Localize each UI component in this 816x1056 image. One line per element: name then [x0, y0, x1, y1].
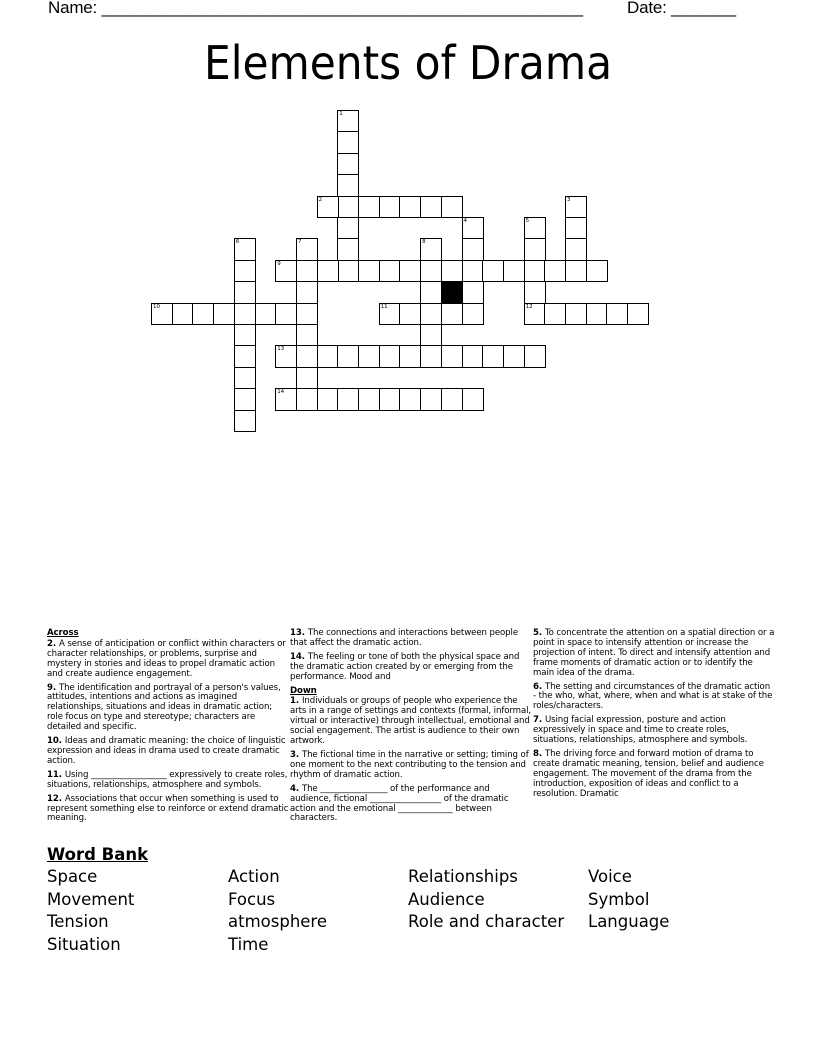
cell-number: 11: [380, 303, 388, 310]
grid-cell[interactable]: [462, 303, 484, 326]
cell-number: 8: [422, 239, 426, 246]
grid-cell[interactable]: [234, 367, 256, 390]
grid-cell[interactable]: [296, 303, 318, 326]
grid-cell[interactable]: [234, 410, 256, 433]
clues-column-3: [533, 629, 775, 804]
date-field[interactable]: Date: _______: [627, 0, 736, 17]
grid-cell[interactable]: [524, 303, 546, 326]
grid-cell[interactable]: [420, 196, 442, 219]
grid-cell[interactable]: [192, 303, 214, 326]
grid-cell[interactable]: [462, 345, 484, 368]
grid-cell[interactable]: [524, 281, 546, 304]
clue-across-10: [47, 737, 289, 767]
grid-cell[interactable]: [441, 303, 463, 326]
word-bank-item: Time: [228, 934, 269, 954]
grid-cell[interactable]: [399, 303, 421, 326]
grid-cell[interactable]: [296, 367, 318, 390]
clue-down-4: [290, 785, 532, 825]
grid-cell[interactable]: [234, 281, 256, 304]
grid-cell[interactable]: [275, 260, 297, 283]
grid-cell[interactable]: [441, 260, 463, 283]
clue-text: Ideas and dramatic meaning: the choice of linguistic expression and ideas in drama used to create dramatic action.: [47, 736, 286, 766]
grid-cell[interactable]: [234, 303, 256, 326]
cell-number: 4: [463, 218, 467, 224]
grid-cell[interactable]: [234, 324, 256, 347]
blocked-cell: [441, 281, 463, 304]
grid-cell[interactable]: [275, 345, 297, 368]
word-bank-item: Focus: [228, 889, 276, 909]
word-bank-item: Space: [47, 867, 98, 886]
cell-number: 14: [277, 389, 285, 396]
grid-cell[interactable]: [420, 303, 442, 326]
cell-number: 13: [277, 346, 285, 353]
grid-cell[interactable]: [213, 303, 235, 326]
grid-cell[interactable]: [337, 131, 359, 154]
down-heading: Down: [290, 685, 317, 696]
grid-cell[interactable]: [379, 388, 401, 411]
grid-cell[interactable]: [420, 281, 442, 304]
grid-cell[interactable]: [296, 281, 318, 304]
clue-number: 5.: [533, 628, 545, 638]
cell-number: 5: [525, 218, 530, 224]
clue-text: The driving force and forward motion of drama to create dramatic meaning, tension, belief and audience engagement. The movement of the drama from the introduction, exposition of ideas and conflict to a resolution. Dramatic: [533, 748, 764, 799]
grid-cell[interactable]: [441, 196, 463, 219]
clue-number: 1.: [290, 696, 302, 707]
clue-across-2: [47, 640, 289, 680]
grid-cell[interactable]: [358, 345, 380, 368]
grid-cell[interactable]: [441, 388, 463, 411]
clue-text: The connections and interactions between people that affect the dramatic action.: [290, 628, 519, 648]
cell-number: 1: [339, 111, 343, 117]
clue-down-3: [290, 751, 532, 781]
cell-number: 9: [277, 260, 281, 267]
clue-across-13: [290, 629, 532, 649]
grid-cell[interactable]: [565, 238, 587, 261]
clue-text: A sense of anticipation or conflict within characters or character relationships, or problems, surprise and mystery in stories and ideas to propel dramatic action and create audience engagement.: [47, 638, 286, 679]
grid-cell[interactable]: [503, 345, 525, 368]
clue-number: 13.: [290, 628, 308, 638]
grid-cell[interactable]: [358, 260, 380, 283]
grid-cell[interactable]: [358, 196, 380, 219]
grid-cell[interactable]: [234, 388, 256, 411]
clue-text: The feeling or tone of both the physical space and the dramatic action created by or emerging from the performance. Mood and: [290, 651, 520, 682]
word-bank-item: Situation: [47, 934, 121, 954]
clue-text: Using __________________ expressively to create roles, situations, relationships, atmosphere and symbols.: [47, 769, 288, 790]
grid-cell[interactable]: [317, 345, 339, 368]
clue-number: 6.: [533, 681, 545, 692]
clue-number: 3.: [290, 749, 302, 760]
grid-cell[interactable]: [565, 260, 587, 283]
grid-cell[interactable]: [420, 324, 442, 347]
grid-cell[interactable]: [462, 281, 484, 304]
grid-cell[interactable]: [482, 260, 504, 283]
grid-cell[interactable]: [337, 153, 359, 176]
grid-cell[interactable]: [524, 345, 546, 368]
grid-cell[interactable]: [462, 238, 484, 261]
grid-cell[interactable]: [337, 196, 359, 219]
grid-cell[interactable]: [379, 303, 401, 326]
grid-cell[interactable]: [420, 388, 442, 411]
word-bank-item: Role and character: [408, 912, 565, 932]
word-bank-item: Tension: [47, 912, 109, 932]
cell-number: 12: [525, 303, 533, 310]
grid-cell[interactable]: [275, 388, 297, 411]
clue-down-5: [533, 629, 775, 679]
word-bank-item: Action: [228, 867, 280, 886]
clue-number: 7.: [533, 715, 545, 726]
grid-cell[interactable]: [337, 174, 359, 197]
grid-cell[interactable]: [399, 345, 421, 368]
word-bank-title: Word Bank: [47, 845, 149, 864]
grid-cell[interactable]: [379, 345, 401, 368]
grid-cell[interactable]: [358, 388, 380, 411]
clues-column-2: [290, 629, 532, 828]
grid-cell[interactable]: [255, 303, 277, 326]
grid-cell[interactable]: [296, 238, 318, 261]
grid-cell[interactable]: [337, 260, 359, 283]
grid-cell[interactable]: [151, 303, 173, 326]
grid-cell[interactable]: [337, 110, 359, 133]
clue-down-6: [533, 683, 775, 713]
grid-cell[interactable]: [234, 260, 256, 283]
grid-cell[interactable]: [234, 345, 256, 368]
grid-cell[interactable]: [337, 388, 359, 411]
grid-cell[interactable]: [337, 345, 359, 368]
grid-cell[interactable]: [462, 388, 484, 411]
clue-down-1: [290, 697, 532, 747]
name-field[interactable]: Name: ____________________________________________________: [48, 0, 583, 17]
grid-cell[interactable]: [317, 388, 339, 411]
grid-cell[interactable]: [234, 238, 256, 261]
grid-cell[interactable]: [296, 260, 318, 283]
clue-text: To concentrate the attention on a spatial direction or a point in space to intensify attention or increase the projection of intent. To direct and intensify attention and frame moments of dramatic action or to identify the main idea of the drama.: [533, 628, 775, 678]
grid-cell[interactable]: [296, 345, 318, 368]
crossword-grid: [151, 110, 651, 440]
grid-cell[interactable]: [462, 217, 484, 240]
clue-text: The setting and circumstances of the dramatic action - the who, what, where, when and what is at stake of the roles/characters.: [533, 681, 773, 712]
grid-cell[interactable]: [627, 303, 649, 326]
grid-cell[interactable]: [524, 260, 546, 283]
grid-cell[interactable]: [565, 217, 587, 240]
clue-across-14: [290, 653, 532, 683]
cell-number: 10: [153, 303, 160, 310]
grid-cell[interactable]: [172, 303, 194, 326]
clue-number: 8.: [533, 748, 545, 759]
grid-cell[interactable]: [296, 324, 318, 347]
clues-column-1: [47, 629, 289, 828]
grid-cell[interactable]: [503, 260, 525, 283]
clue-text: Associations that occur when something is used to represent something else to reinforce or extend dramatic meaning.: [47, 793, 289, 824]
grid-cell[interactable]: [441, 345, 463, 368]
grid-cell[interactable]: [524, 217, 546, 240]
grid-cell[interactable]: [420, 345, 442, 368]
clue-text: The fictional time in the narrative or setting; timing of one moment to the next contributing to the tension and rhythm of dramatic action.: [290, 749, 529, 780]
word-bank-item: Movement: [47, 889, 135, 909]
grid-cell[interactable]: [379, 260, 401, 283]
grid-cell[interactable]: [420, 260, 442, 283]
cell-number: 7: [297, 239, 302, 246]
clue-number: 12.: [47, 793, 65, 804]
grid-cell[interactable]: [544, 260, 566, 283]
clue-across-9: [47, 684, 289, 734]
clue-down-7: [533, 716, 775, 746]
grid-cell[interactable]: [399, 196, 421, 219]
clue-number: 9.: [47, 682, 59, 693]
clue-number: 2.: [47, 638, 59, 649]
word-bank-item: Symbol: [588, 889, 650, 909]
grid-cell[interactable]: [462, 260, 484, 283]
grid-cell[interactable]: [565, 196, 587, 219]
word-bank-item: Language: [588, 912, 670, 932]
grid-cell[interactable]: [317, 196, 339, 219]
grid-cell[interactable]: [296, 388, 318, 411]
grid-cell[interactable]: [399, 260, 421, 283]
word-bank-item: Audience: [408, 889, 485, 909]
cell-number: 6: [235, 239, 240, 246]
grid-cell[interactable]: [586, 260, 608, 283]
grid-cell[interactable]: [337, 238, 359, 261]
grid-cell[interactable]: [420, 238, 442, 261]
cell-number: 3: [567, 196, 571, 203]
grid-cell[interactable]: [586, 303, 608, 326]
word-bank-item: Relationships: [408, 867, 518, 886]
grid-cell[interactable]: [565, 303, 587, 326]
clue-text: The ________________ of the performance and audience, fictional _________________ of the dramatic action and the emotional _____________ between characters.: [290, 783, 509, 824]
clue-number: 14.: [290, 651, 308, 662]
grid-cell[interactable]: [399, 388, 421, 411]
grid-cell[interactable]: [317, 260, 339, 283]
word-bank-item: atmosphere: [228, 912, 327, 932]
grid-cell[interactable]: [606, 303, 628, 326]
clue-number: 10.: [47, 736, 65, 747]
clue-number: 11.: [47, 769, 65, 780]
clue-text: Using facial expression, posture and action expressively in space and time to create roles, situations, relationships, atmosphere and symbols.: [533, 715, 748, 746]
grid-cell[interactable]: [275, 303, 297, 326]
clue-across-11: [47, 771, 289, 791]
clue-number: 4.: [290, 783, 302, 794]
grid-cell[interactable]: [482, 345, 504, 368]
grid-cell[interactable]: [337, 217, 359, 240]
clue-across-12: [47, 795, 289, 825]
grid-cell[interactable]: [379, 196, 401, 219]
clue-down-8: [533, 750, 775, 800]
clue-text: The identification and portrayal of a person's values, attitudes, intentions and actions as imagined relationships, situations and ideas in dramatic action; role focus on type and stereotype; characters are detailed and specific.: [47, 682, 281, 733]
clue-text: Individuals or groups of people who experience the arts in a range of settings and contexts (formal, informal, virtual or interactive) through intellectual, emotional and social engagement. The artist is audience to their own artwork.: [290, 696, 532, 747]
grid-cell[interactable]: [524, 238, 546, 261]
word-bank-item: Voice: [588, 867, 632, 886]
cell-number: 2: [318, 196, 323, 203]
across-heading: Across: [47, 628, 79, 638]
page-title: Elements of Drama: [203, 36, 613, 90]
grid-cell[interactable]: [544, 303, 566, 326]
